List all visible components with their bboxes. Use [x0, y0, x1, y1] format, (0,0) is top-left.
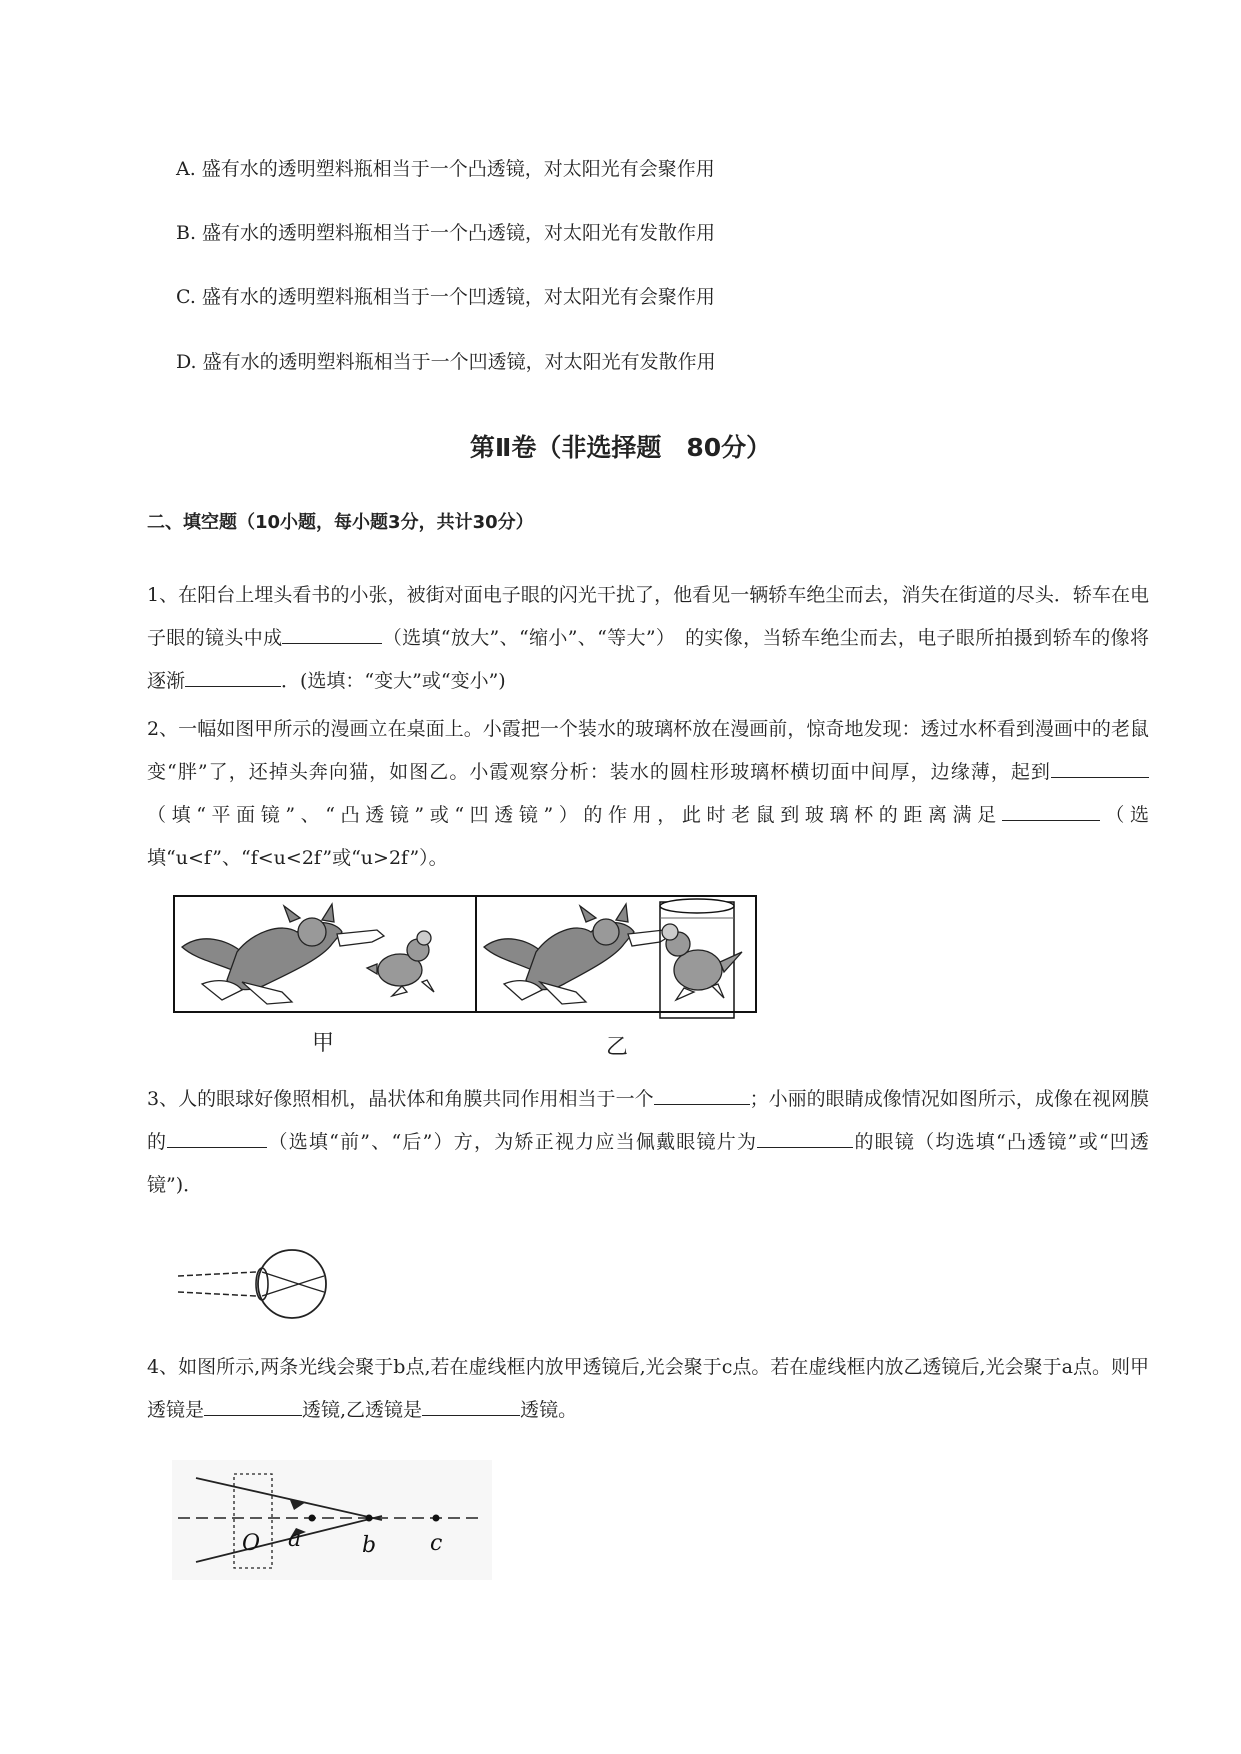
answer-blank [1051, 755, 1149, 778]
section-title: 第Ⅱ卷（非选择题 80分） [469, 433, 772, 462]
answer-blank [204, 1393, 302, 1416]
option-d [176, 349, 716, 375]
question-text: （选填“u<f”、“f<u<2f”或“u>2f”）。 [147, 804, 1149, 869]
cartoon-figure [172, 892, 762, 1062]
question-3 [147, 1078, 1149, 1207]
label-o: O [242, 1531, 261, 1556]
question-text: 3、人的眼球好像照相机，晶状体和角膜共同作用相当于一个 [147, 1088, 654, 1110]
answer-blank [167, 1125, 267, 1148]
figure-label-yi: 乙 [606, 1035, 629, 1060]
answer-blank [185, 664, 281, 687]
question-text: 1、在阳台上埋头看书的小张，被街对面电子眼的闪光干扰了，他看见一辆轿车绝尘而去，消失在街道的尽头．轿车在电子眼的镜头中成 [147, 584, 1149, 649]
question-text: 4、如图所示,两条光线会聚于b点,若在虚线框内放甲透镜后,光会聚于c点。若在虚线框内放乙透镜后,光会聚于a点。则甲透镜是 [147, 1356, 1149, 1421]
point-c [433, 1515, 440, 1522]
question-1 [147, 574, 1149, 703]
option-c [176, 284, 715, 310]
option-letter: C. [176, 286, 196, 308]
question-text: （填“平面镜”、“凸透镜”或“凹透镜”）的作用，此时老鼠到玻璃杯的距离满足 [147, 804, 1002, 826]
option-letter: A. [176, 158, 196, 180]
answer-blank [654, 1082, 750, 1105]
eye-diagram [176, 1246, 336, 1326]
answer-blank [757, 1125, 853, 1148]
question-text: ．(选填：“变大”或“变小”) [281, 670, 506, 692]
answer-blank [282, 621, 382, 644]
question-text: 2、一幅如图甲所示的漫画立在桌面上。小霞把一个装水的玻璃杯放在漫画前，惊奇地发现：透过水杯看到漫画中的老鼠变“胖”了，还掉头奔向猫，如图乙。小霞观察分析：装水的圆柱形玻璃杯横切面中间厚，边缘薄，起到 [147, 718, 1149, 783]
option-text: 盛有水的透明塑料瓶相当于一个凹透镜，对太阳光有发散作用 [202, 351, 716, 373]
figure-label-jia: 甲 [312, 1031, 335, 1056]
question-text: （选填“前”、“后”）方，为矫正视力应当佩戴眼镜片为 [267, 1131, 758, 1153]
ray-diagram [172, 1460, 492, 1580]
label-c: c [430, 1531, 443, 1556]
option-text: 盛有水的透明塑料瓶相当于一个凸透镜，对太阳光有发散作用 [202, 222, 716, 244]
label-b: b [362, 1533, 377, 1558]
option-b [176, 220, 715, 246]
point-a [309, 1515, 316, 1522]
option-letter: D. [176, 351, 197, 373]
question-text: ；小丽的眼睛成像情况如图所示，成像在视网膜的 [147, 1088, 1149, 1153]
question-text: （选填“放大”、“缩小”、“等大”） 的实像，当轿车绝尘而去，电子眼所拍摄到轿车的像将逐渐 [147, 627, 1149, 692]
option-a [176, 156, 715, 182]
question-4 [147, 1346, 1149, 1432]
point-b [366, 1515, 373, 1522]
option-text: 盛有水的透明塑料瓶相当于一个凸透镜，对太阳光有会聚作用 [201, 158, 715, 180]
question-text: 的眼镜（均选填“凸透镜”或“凹透镜”)． [147, 1131, 1149, 1196]
option-letter: B. [176, 222, 197, 244]
option-text: 盛有水的透明塑料瓶相当于一个凹透镜，对太阳光有会聚作用 [201, 286, 715, 308]
section-subtitle: 二、填空题（10小题，每小题3分，共计30分） [147, 512, 534, 533]
label-a: a [288, 1527, 302, 1552]
answer-blank [1002, 798, 1100, 821]
question-text: 透镜,乙透镜是 [302, 1399, 423, 1421]
question-text: 透镜。 [520, 1399, 578, 1421]
answer-blank [422, 1393, 520, 1416]
question-2 [147, 708, 1149, 880]
